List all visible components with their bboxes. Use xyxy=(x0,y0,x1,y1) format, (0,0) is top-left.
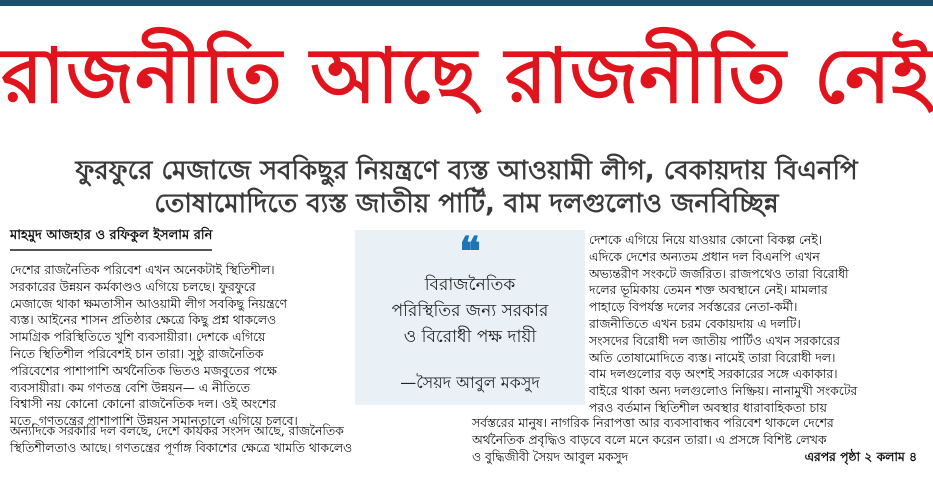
paragraph-line: রাজনীতিতে এখন চরম বেকায়দায় এ দলটি। xyxy=(589,316,801,331)
subheadline-line-2: তোষামোদিতে ব্যস্ত জাতীয় পার্টি, বাম দলগুলোও জনবিচ্ছিন্ন xyxy=(154,189,779,219)
paragraph-line: অতি তোষামোদিতে ব্যস্ত। নামেই তারা বিরোধী দল। xyxy=(589,350,836,365)
headline: রাজনীতি আছে রাজনীতি নেই xyxy=(1,31,932,120)
quote-author: —সৈয়দ আবুল মকসুদ xyxy=(400,373,540,392)
paragraph-line: ও বুদ্ধিজীবী সৈয়দ আবুল মকসুদ xyxy=(472,450,629,464)
top-rule xyxy=(0,0,933,6)
quote-mark-icon: ❝ xyxy=(459,228,481,275)
paragraph-line: অভ্যন্তরীণ সংকটে জর্জরিত। রাজপথেও তারা বিরোধী xyxy=(589,266,849,281)
continued-on-page-link[interactable]: এরপর পৃষ্ঠা ২ কলাম ৪ xyxy=(804,450,917,464)
paragraph-line: ব্যবসায়ীরা। কম গণতন্ত্র বেশি উন্নয়ন— এ নীতিতে xyxy=(10,380,250,395)
paragraph-line: বাম দলগুলোর বড় অংশই সরকারের সঙ্গে একাকার। xyxy=(589,367,838,382)
paragraph-line: পরও বর্তমান স্থিতিশীল অবস্থার ধারাবাহিকতা চায় xyxy=(589,400,827,415)
quote-line: পরিস্থিতির জন্য সরকার xyxy=(391,301,549,321)
paragraph-line: সরকারের উন্নয়ন কর্মকাণ্ডও এগিয়ে চলছে। ফুরফুরে xyxy=(10,279,256,294)
paragraph-line: সর্বস্তরের মানুষ। নাগরিক নিরাপত্তা আর ব্যবসাবান্ধব পরিবেশ থাকলে দেশের xyxy=(472,416,834,430)
paragraph-line: নিতে স্থিতিশীল পরিবেশই চান তারা। সুষ্ঠু রাজনৈতিক xyxy=(10,346,264,361)
quote-text xyxy=(355,272,585,350)
paragraph-line: সামগ্রিক পরিস্থিতিতে খুশি ব্যবসায়ীরা। দেশকে এগিয়ে xyxy=(10,330,266,345)
paragraph-line: পাহাড়ে বিপর্যস্ত দলের সর্বস্তরের নেতা-কর্মী। xyxy=(589,300,798,315)
right-column xyxy=(589,232,924,417)
paragraph-line: বাইরে থাকা অন্য দলগুলোও নিষ্ক্রিয়। নানামুখী সংকটের xyxy=(589,384,858,399)
paragraph-line: অর্থনৈতিক প্রবৃদ্ধিও বাড়বে বলে মনে করেন তারা। এ প্রসঙ্গে বিশিষ্ট লেখক xyxy=(472,433,827,447)
paragraph-line: মেজাজে থাকা ক্ষমতাসীন আওয়ামী লীগ সবকিছু নিয়ন্ত্রণে xyxy=(10,296,287,311)
paragraph-line: সংসদের বিরোধী দল জাতীয় পার্টিও এখন সরকারের xyxy=(589,333,840,348)
dotted-divider xyxy=(355,400,587,406)
paragraph-line: এদিকে দেশের অন্যতম প্রধান দল বিএনপি এখন xyxy=(589,249,820,264)
paragraph-line: স্থিতিশীলতাও আছে। গণতন্ত্রের পূর্ণাঙ্গ বিকাশের ক্ষেত্রে খামতি থাকলেও xyxy=(10,441,353,455)
pull-quote xyxy=(355,230,585,405)
left-column xyxy=(10,262,355,430)
subheadline-line-1: ফুরফুরে মেজাজে সবকিছুর নিয়ন্ত্রণে ব্যস্ত আওয়ামী লীগ, বেকায়দায় বিএনপি xyxy=(75,156,858,186)
paragraph-line: দেশের রাজনৈতিক পরিবেশ এখন অনেকটাই স্থিতিশীল। xyxy=(10,263,275,277)
paragraph-line: দলের ভূমিকায় তেমন শক্ত অবস্থানে নেই। মামলার xyxy=(589,283,828,298)
byline: মাহমুদ আজহার ও রফিকুল ইসলাম রনি xyxy=(10,226,212,251)
paragraph-line: দেশকে এগিয়ে নিয়ে যাওয়ার কোনো বিকল্প নেই। xyxy=(589,233,823,247)
paragraph-line: ব্যস্ত। আইনের শাসন প্রতিষ্ঠার ক্ষেত্রে কিছু প্রশ্ন থাকলেও xyxy=(10,313,277,328)
paragraph-line: অন্যদিকে সরকারি দল বলছে, দেশে কার্যকর সংসদ আছে, রাজনৈতিক xyxy=(10,424,344,438)
paragraph-line: পরিবেশের পাশাপাশি অর্থনৈতিক ভিতও মজবুতের পক্ষে xyxy=(10,363,277,378)
quote-line: ও বিরোধী পক্ষ দায়ী xyxy=(403,327,537,347)
paragraph-line: বিশ্বাসী নয় কোনো কোনো রাজনৈতিক দল। ওই অংশের xyxy=(10,397,277,412)
paragraph-line: মতে, গণতন্ত্রের পাশাপাশি উন্নয়ন সমানতালে এগিয়ে চলবে। xyxy=(10,414,298,429)
quote-line: বিরাজনৈতিক xyxy=(424,275,516,295)
